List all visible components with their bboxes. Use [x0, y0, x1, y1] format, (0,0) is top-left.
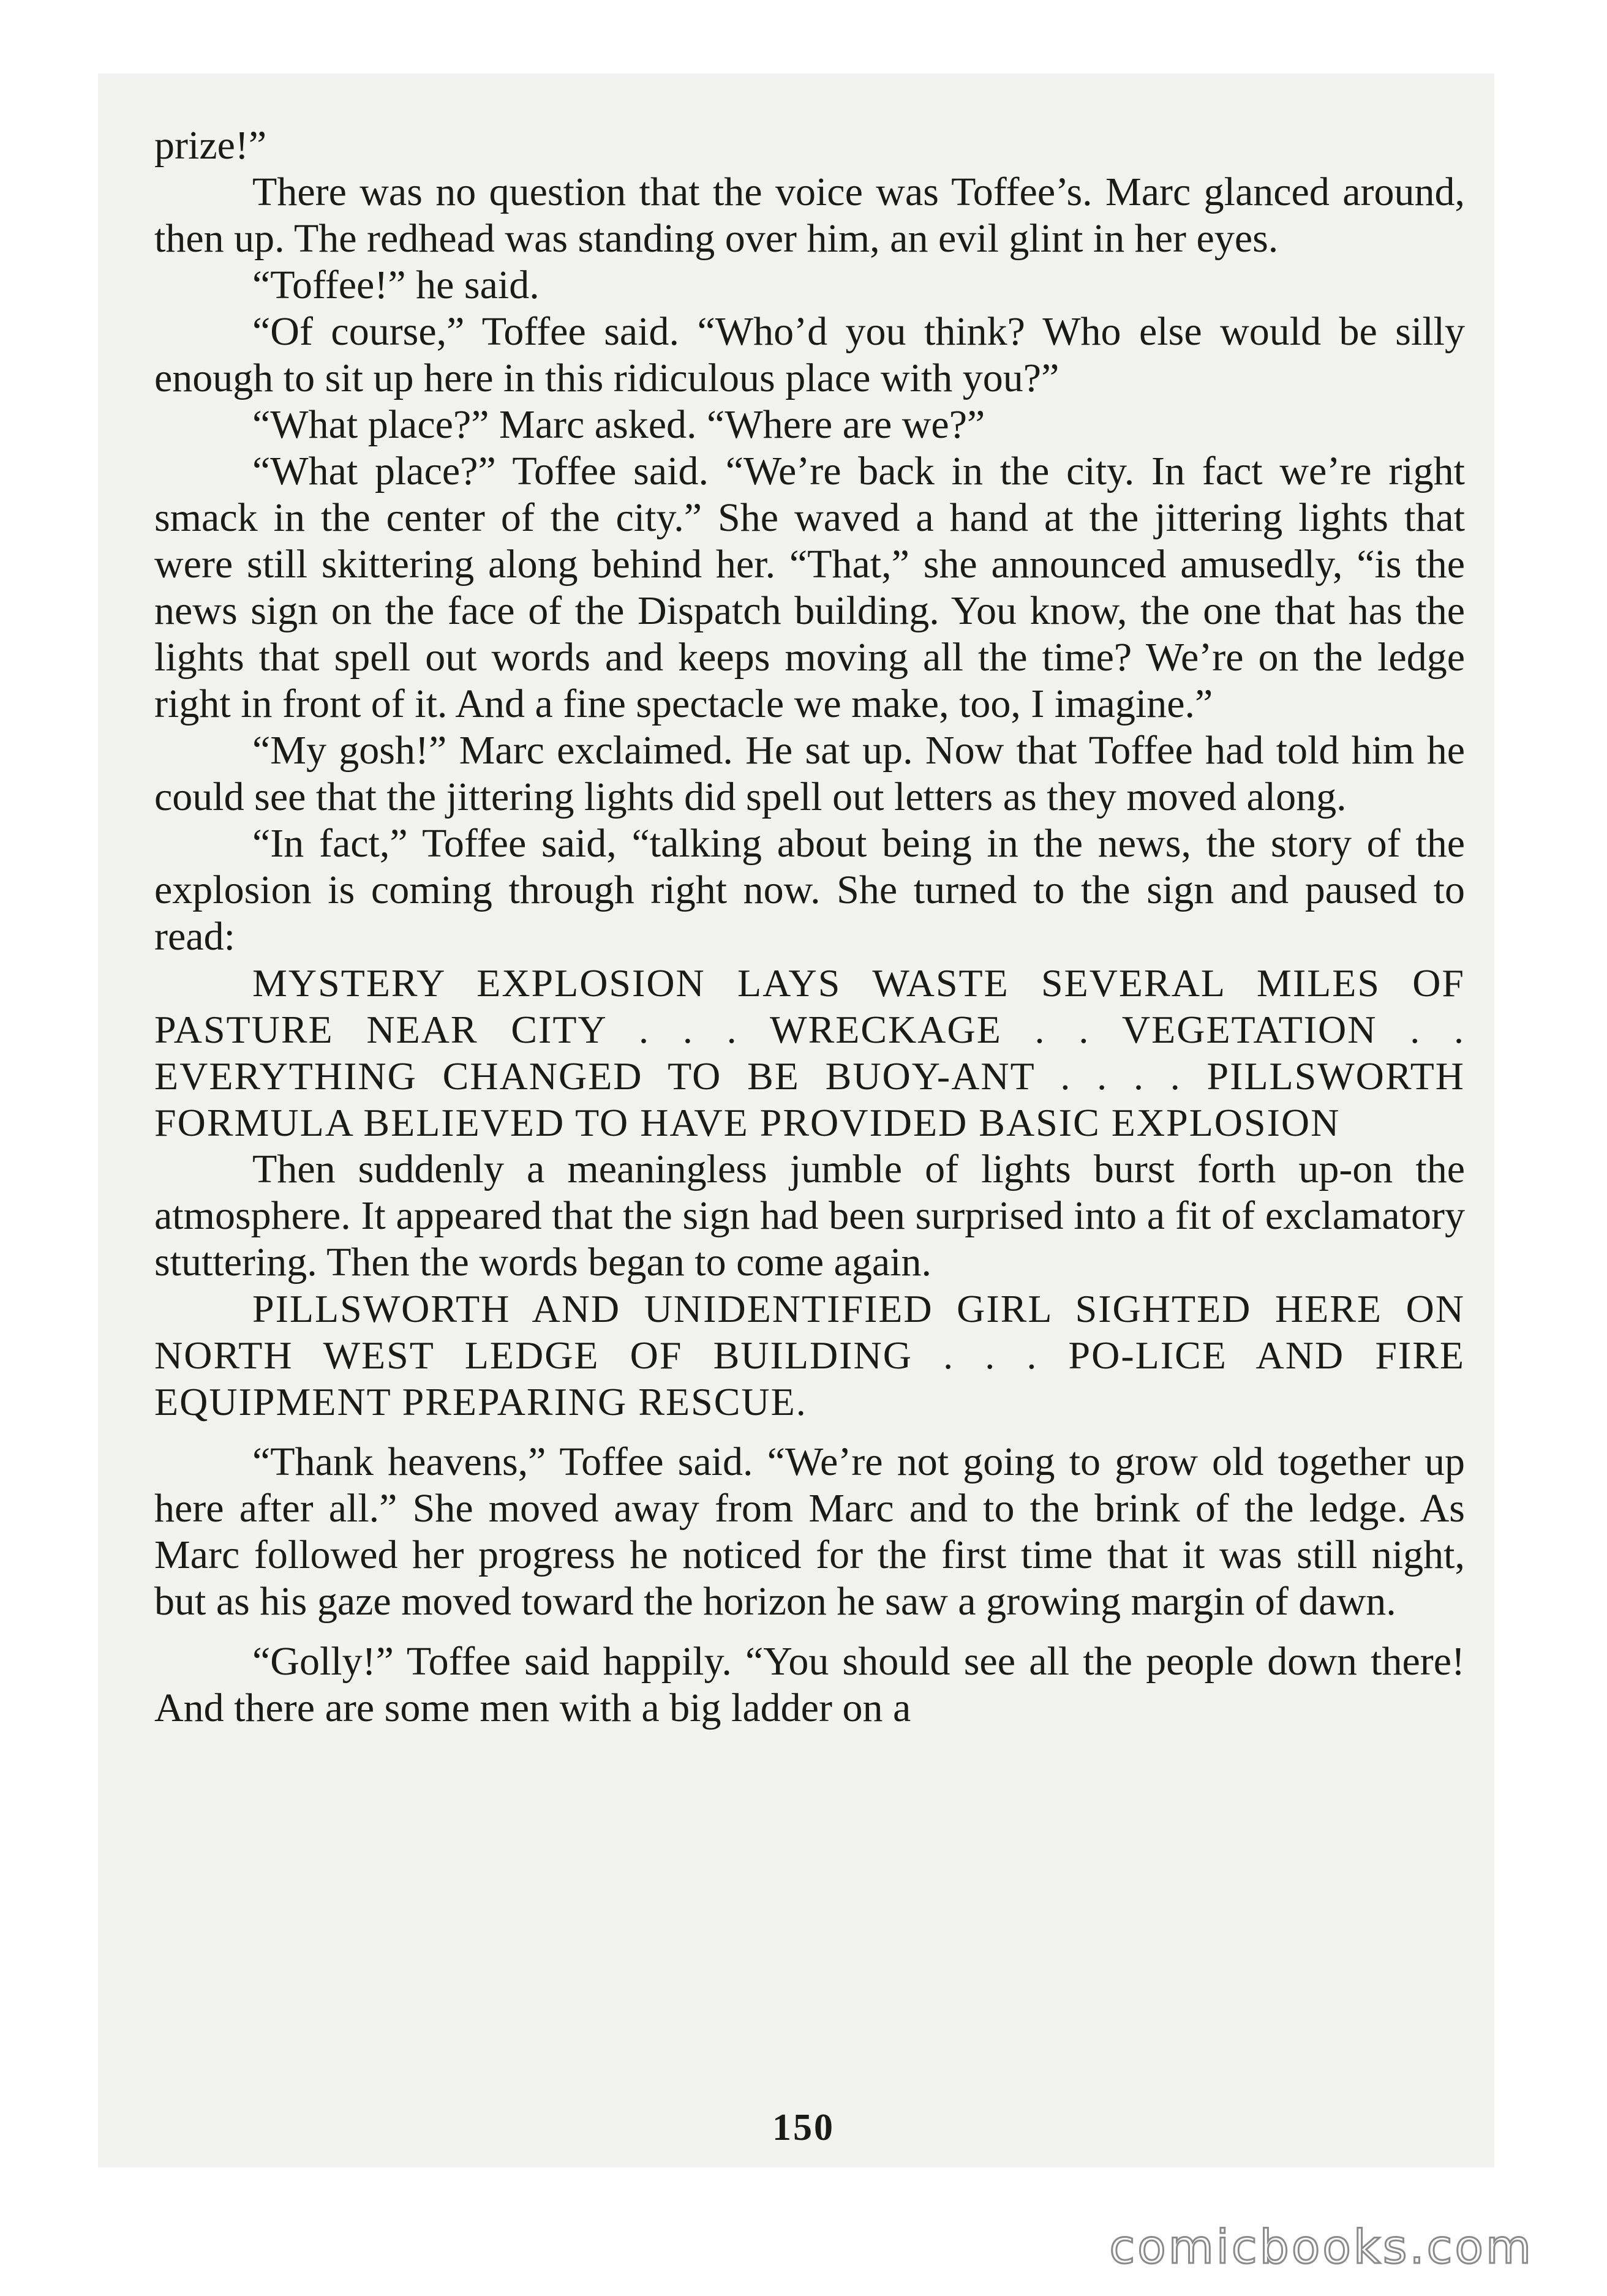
paragraph: There was no question that the voice was Toffee’s. Marc glanced around, then up. The redhead was standing over him, an evil glint in her eyes. — [154, 170, 1465, 261]
body-text — [154, 122, 1465, 1731]
paragraph: “What place?” Toffee said. “We’re back in the city. In fact we’re right smack in the center of the city.” She waved a hand at the jittering lights that were still skittering along behind her. “That,” she announced amusedly, “is the news sign on the face of the Dispatch building. You know, the one that has the lights that spell out words and keeps moving all the time? We’re on the ledge right in front of it. And a fine spectacle we make, too, I imagine.” — [154, 449, 1465, 726]
paragraph: prize!” — [154, 123, 267, 168]
paragraph: “In fact,” Toffee said, “talking about being in the news, the story of the explosion is coming through right now. She turned to the sign and paused to read: — [154, 821, 1465, 959]
paragraph: “Golly!” Toffee said happily. “You should see all the people down there! And there are some men with a big ladder on a — [154, 1639, 1465, 1730]
page-number: 150 — [772, 2107, 835, 2148]
watermark-logo: comicbooks.com — [1109, 2219, 1534, 2274]
paragraph: Then suddenly a meaningless jumble of lights burst forth up-on the atmosphere. It appeared that the sign had been surprised into a fit of exclamatory stuttering. Then the words began to come again. — [154, 1147, 1465, 1285]
paragraph: “Of course,” Toffee said. “Who’d you think? Who else would be silly enough to sit up here in this ridiculous place with you?” — [154, 309, 1465, 400]
paragraph: “Thank heavens,” Toffee said. “We’re not going to grow old together up here after all.” She moved away from Marc and to the brink of the ledge. As Marc followed her progress he noticed for the first time that it was still night, but as his gaze moved toward the horizon he saw a growing margin of dawn. — [154, 1439, 1465, 1624]
news-sign-text: MYSTERY EXPLOSION LAYS WASTE SEVERAL MILES OF PASTURE NEAR CITY . . . WRECKAGE . . VEGETATION . . EVERYTHING CHANGED TO BE BUOY-ANT . . . . PILLSWORTH FORMULA BELIEVED TO HAVE PROVIDED BASIC EXPLOSION — [154, 961, 1465, 1144]
paragraph: “What place?” Marc asked. “Where are we?” — [252, 402, 985, 447]
paragraph: “My gosh!” Marc exclaimed. He sat up. Now that Toffee had told him he could see that the jittering lights did spell out letters as they moved along. — [154, 728, 1465, 819]
paragraph: “Toffee!” he said. — [252, 263, 540, 307]
news-sign-text: PILLSWORTH AND UNIDENTIFIED GIRL SIGHTED HERE ON NORTH WEST LEDGE OF BUILDING . . . PO-LICE AND FIRE EQUIPMENT PREPARING RESCUE. — [154, 1287, 1465, 1424]
